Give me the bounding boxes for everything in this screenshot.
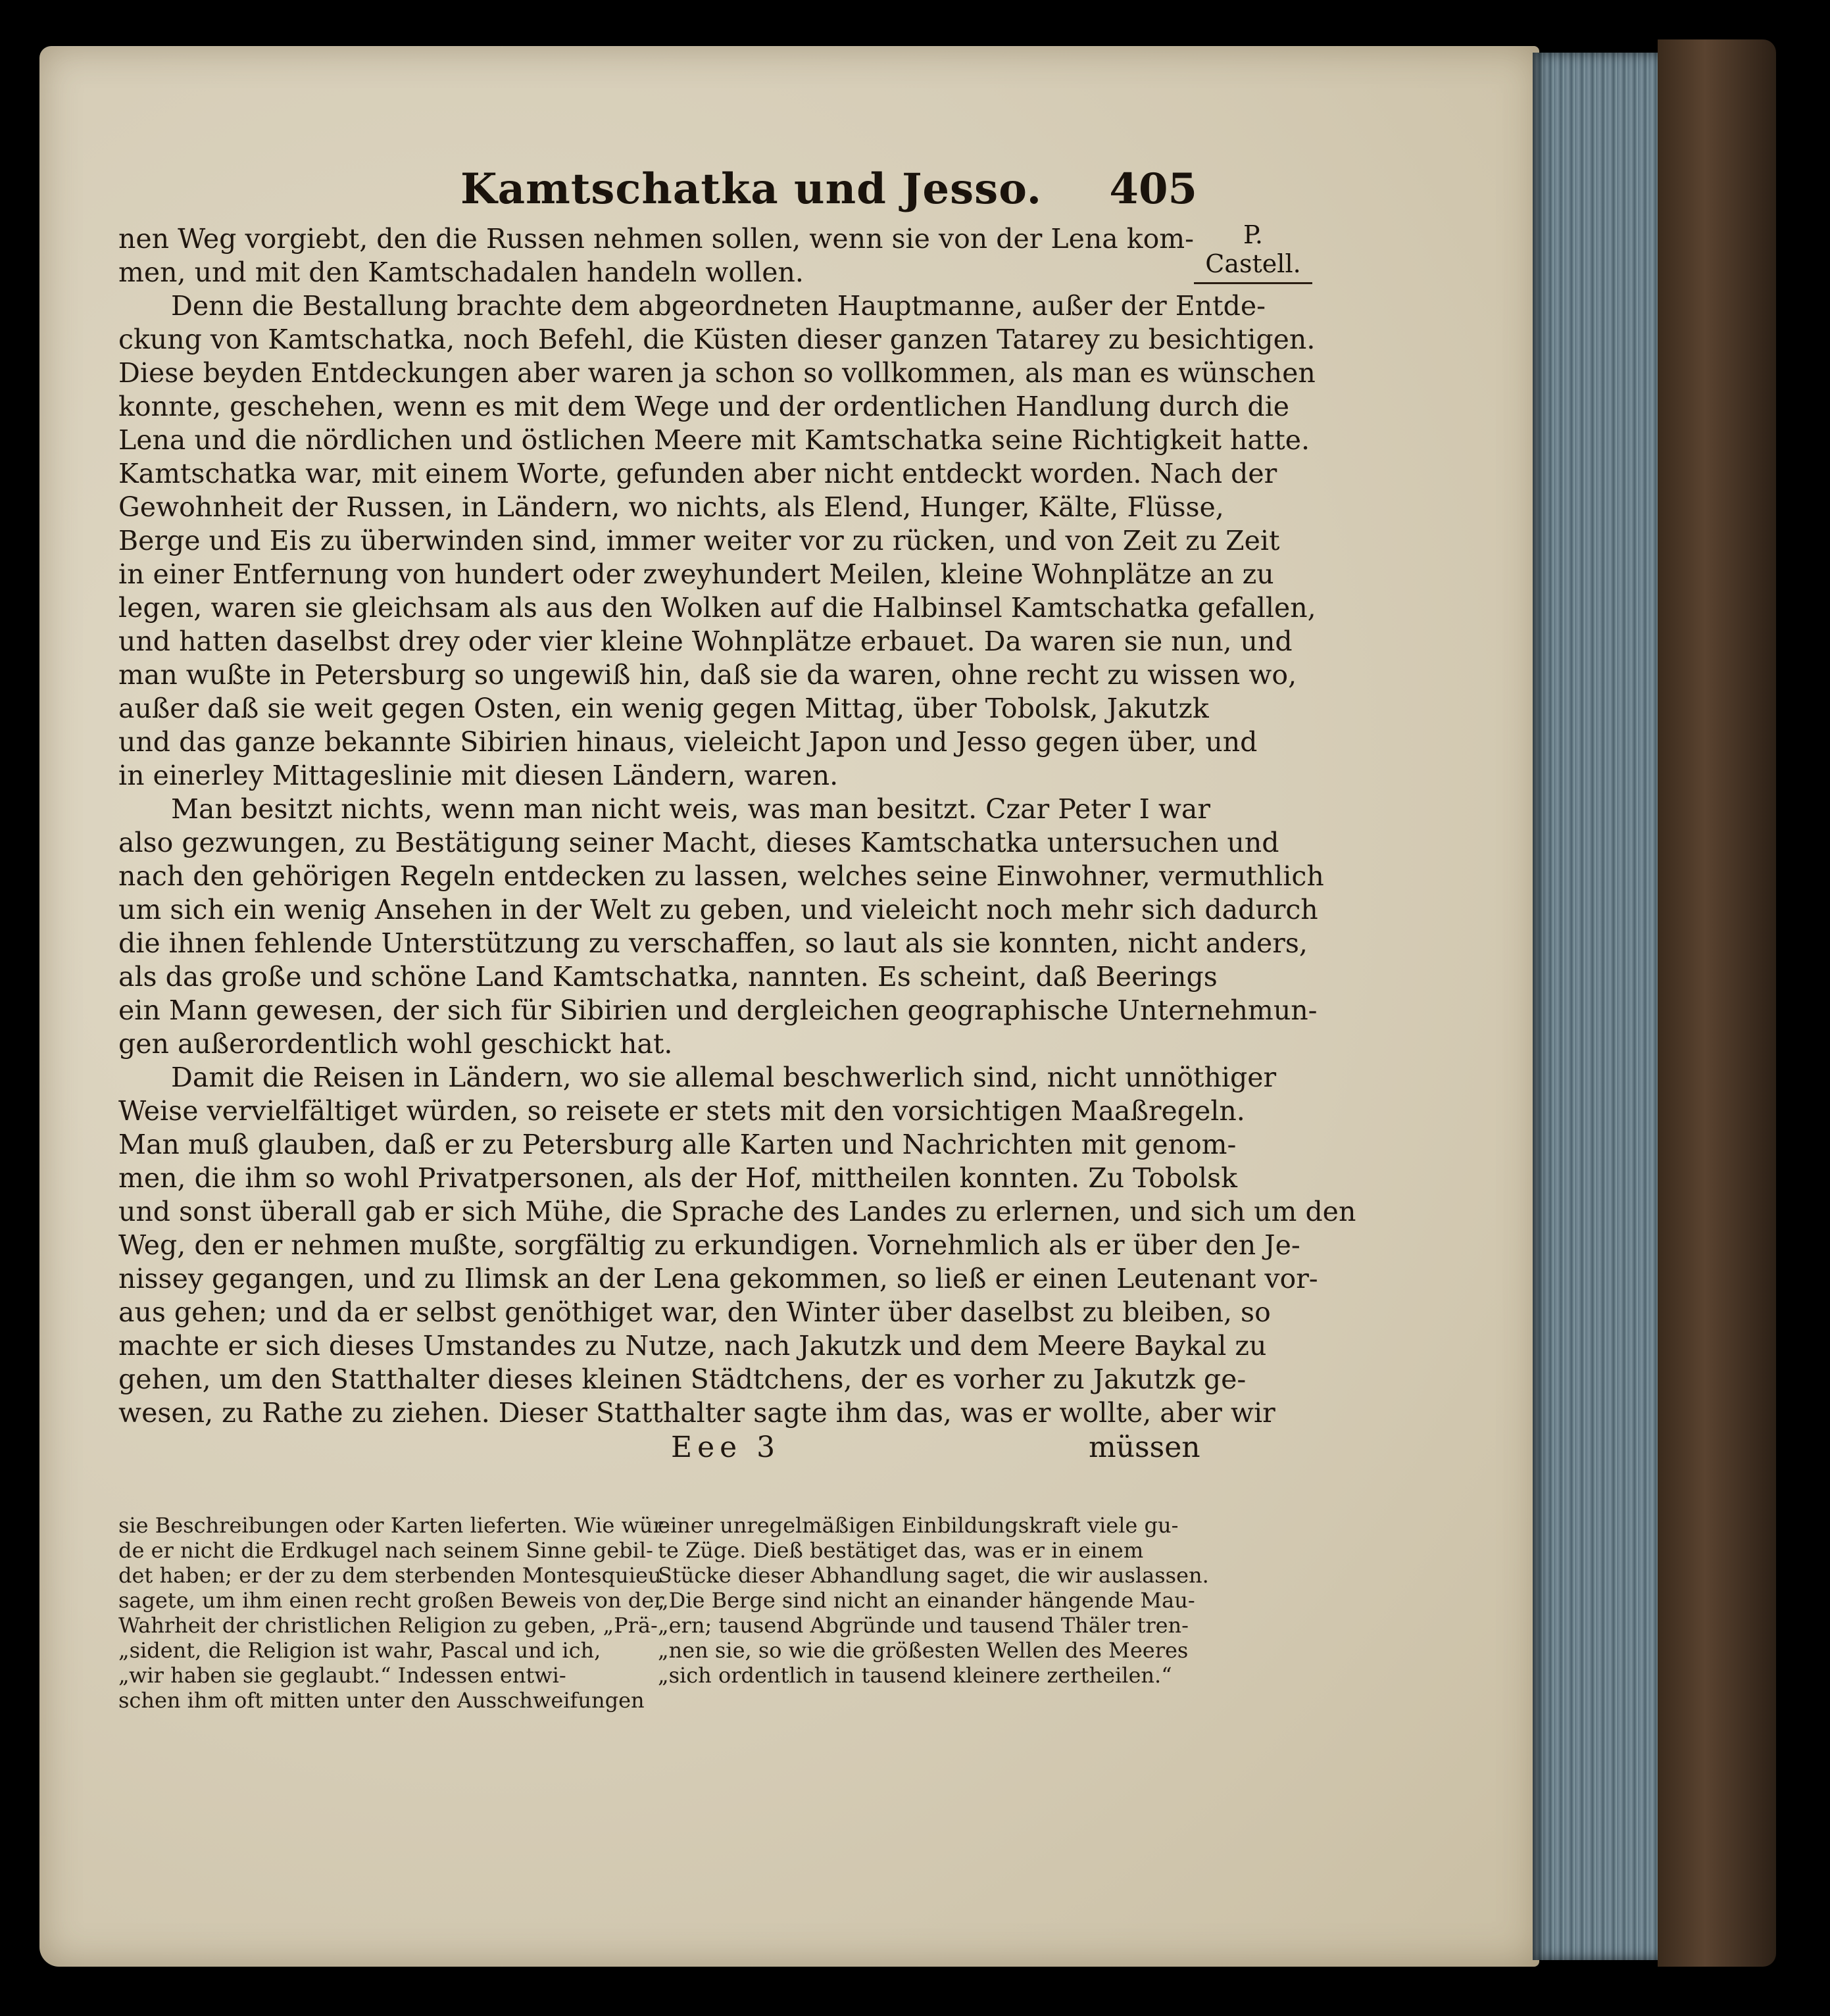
text-line: man wußte in Petersburg so ungewiß hin, daß sie da waren, ohne recht zu wissen wo,	[118, 659, 1297, 691]
text-line: Diese beyden Entdeckungen aber waren ja schon so vollkommen, als man es wünschen	[118, 357, 1316, 389]
text-line: und sonst überall gab er sich Mühe, die Sprache des Landes zu erlernen, und sich um den	[118, 1196, 1356, 1227]
text-line: legen, waren sie gleichsam als aus den Wolken auf die Halbinsel Kamtschatka gefallen,	[118, 592, 1316, 624]
footnote-line: Stücke dieser Abhandlung saget, die wir auslassen.	[658, 1563, 1209, 1588]
text-line: gehen, um den Statthalter dieses kleinen Städtchens, der es vorher zu Jakutzk ge-	[118, 1364, 1247, 1395]
footnote-line: Wahrheit der christlichen Religion zu geben, „Prä-	[118, 1613, 658, 1638]
text-line: um sich ein wenig Ansehen in der Welt zu geben, und vieleicht noch mehr sich dadurch	[118, 894, 1318, 925]
footnotes	[118, 1513, 1209, 1723]
footnote-line: de er nicht die Erdkugel nach seinem Sinne gebil-	[118, 1538, 653, 1563]
footnote-line: „sich ordentlich in tausend kleinere zertheilen.“	[658, 1663, 1172, 1688]
text-line: men, und mit den Kamtschadalen handeln wollen.	[118, 257, 804, 288]
text-line: Berge und Eis zu überwinden sind, immer weiter vor zu rücken, und von Zeit zu Zeit	[118, 525, 1280, 556]
margin-note: P. Castell.	[1194, 220, 1312, 284]
footnote-line: sagete, um ihm einen recht großen Beweis von der	[118, 1588, 664, 1613]
text-line: nach den gehörigen Regeln entdecken zu lassen, welches seine Einwohner, vermuthlich	[118, 860, 1324, 892]
text-line: nen Weg vorgiebt, den die Russen nehmen sollen, wenn sie von der Lena kom-	[118, 223, 1195, 255]
footnote-line: „sident, die Religion ist wahr, Pascal und ich,	[118, 1638, 601, 1663]
footnote-line: „Die Berge sind nicht an einander hängende Mau-	[658, 1588, 1195, 1613]
footnote-line: einer unregelmäßigen Einbildungskraft viele gu-	[658, 1513, 1179, 1538]
footnote-line: schen ihm oft mitten unter den Ausschweifungen	[118, 1688, 645, 1713]
text-line: Gewohnheit der Russen, in Ländern, wo nichts, als Elend, Hunger, Kälte, Flüsse,	[118, 491, 1224, 523]
text-line: Man besitzt nichts, wenn man nicht weis, was man besitzt. Czar Peter I war	[171, 793, 1210, 825]
footnote-column-right	[658, 1513, 1209, 1688]
footnote-line: „ern; tausend Abgründe und tausend Thäler tren-	[658, 1613, 1189, 1638]
signature-mark: Eee 3	[671, 1431, 781, 1464]
footnote-column-left	[118, 1513, 670, 1713]
text-line: wesen, zu Rathe zu ziehen. Dieser Statthalter sagte ihm das, was er wollte, aber wir	[118, 1397, 1275, 1429]
text-line: men, die ihm so wohl Privatpersonen, als der Hof, mittheilen konnten. Zu Tobolsk	[118, 1162, 1237, 1194]
text-line: konnte, geschehen, wenn es mit dem Wege und der ordentlichen Handlung durch die	[118, 391, 1290, 422]
text-line: und hatten daselbst drey oder vier kleine Wohnplätze erbauet. Da waren sie nun, und	[118, 626, 1293, 657]
text-line: Weise vervielfältiget würden, so reisete er stets mit den vorsichtigen Maaßregeln.	[118, 1095, 1245, 1127]
text-line: gen außerordentlich wohl geschickt hat.	[118, 1028, 673, 1060]
text-line: als das große und schöne Land Kamtschatka, nannten. Es scheint, daß Beerings	[118, 961, 1218, 993]
text-line: ein Mann gewesen, der sich für Sibirien und dergleichen geographische Unternehmun-	[118, 995, 1318, 1026]
footnote-line: det haben; er der zu dem sterbenden Montesquieu	[118, 1563, 662, 1588]
text-line: Lena und die nördlichen und östlichen Meere mit Kamtschatka seine Richtigkeit hatte.	[118, 424, 1310, 456]
footnote-line: „wir haben sie geglaubt.“ Indessen entwi-	[118, 1663, 566, 1688]
running-head: Kamtschatka und Jesso.	[460, 164, 1043, 214]
text-line: ckung von Kamtschatka, noch Befehl, die Küsten dieser ganzen Tatarey zu besichtigen.	[118, 324, 1316, 355]
text-line: Weg, den er nehmen mußte, sorgfältig zu erkundigen. Vornehmlich als er über den Je-	[118, 1229, 1300, 1261]
page-number: 405	[1109, 164, 1197, 214]
catchword: müssen	[1089, 1431, 1200, 1464]
text-line: Denn die Bestallung brachte dem abgeordneten Hauptmanne, außer der Entde-	[171, 290, 1266, 322]
footnote-line: „nen sie, so wie die größesten Wellen des Meeres	[658, 1638, 1189, 1663]
page-edges	[1533, 53, 1664, 1960]
footnote-line: te Züge. Dieß bestätiget das, was er in einem	[658, 1538, 1144, 1563]
text-line: in einer Entfernung von hundert oder zweyhundert Meilen, kleine Wohnplätze an zu	[118, 558, 1274, 590]
text-line: Kamtschatka war, mit einem Worte, gefunden aber nicht entdeckt worden. Nach der	[118, 458, 1277, 489]
text-line: in einerley Mittageslinie mit diesen Ländern, waren.	[118, 760, 839, 791]
text-line: die ihnen fehlende Unterstützung zu verschaffen, so laut als sie konnten, nicht anders,	[118, 927, 1308, 959]
text-line: also gezwungen, zu Bestätigung seiner Macht, dieses Kamtschatka untersuchen und	[118, 827, 1279, 858]
text-line: machte er sich dieses Umstandes zu Nutze, nach Jakutzk und dem Meere Baykal zu	[118, 1330, 1267, 1362]
text-line: aus gehen; und da er selbst genöthiget war, den Winter über daselbst zu bleiben, so	[118, 1296, 1271, 1328]
book-cover	[1658, 39, 1776, 1967]
text-line: Man muß glauben, daß er zu Petersburg alle Karten und Nachrichten mit genom-	[118, 1129, 1237, 1160]
text-line: nissey gegangen, und zu Ilimsk an der Lena gekommen, so ließ er einen Leutenant vor-	[118, 1263, 1318, 1294]
text-line: außer daß sie weit gegen Osten, ein wenig gegen Mittag, über Tobolsk, Jakutzk	[118, 693, 1209, 724]
footnote-line: sie Beschreibungen oder Karten lieferten. Wie wür-	[118, 1513, 670, 1538]
text-line: Damit die Reisen in Ländern, wo sie allemal beschwerlich sind, nicht unnöthiger	[171, 1062, 1277, 1093]
text-line: und das ganze bekannte Sibirien hinaus, vieleicht Japon und Jesso gegen über, und	[118, 726, 1258, 758]
page-header	[460, 164, 1197, 217]
